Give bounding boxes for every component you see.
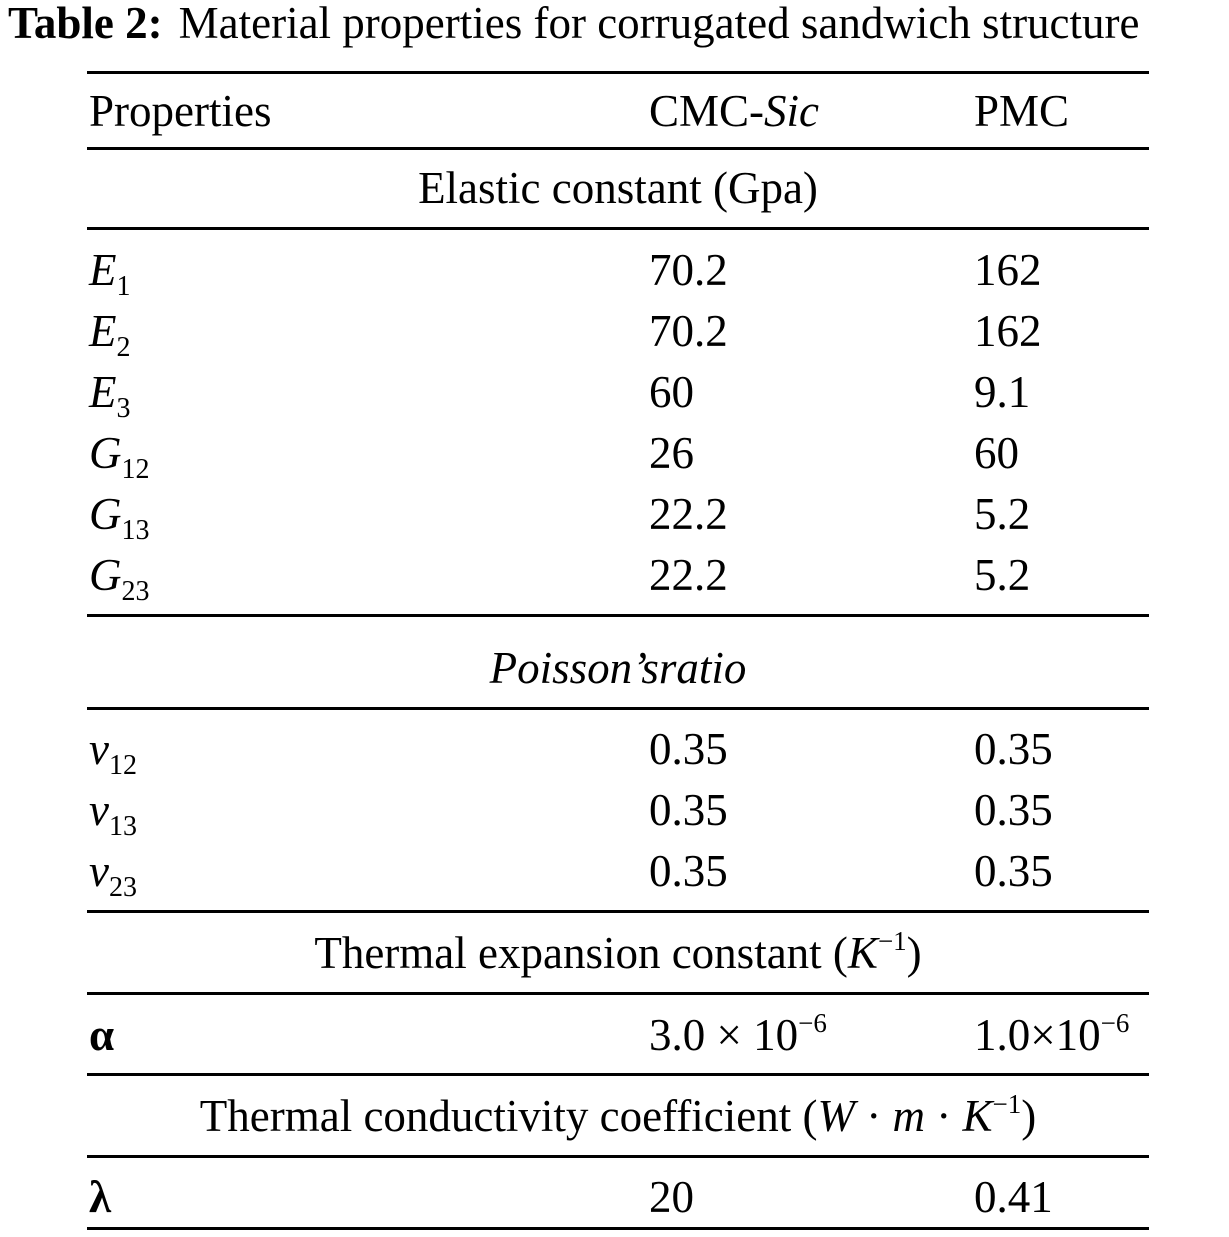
cmc-value: 0.35 xyxy=(649,724,728,774)
header-rule xyxy=(87,147,1149,150)
property-symbol: α xyxy=(89,1010,115,1060)
cmc-value: 26 xyxy=(649,428,694,478)
property-symbol: $\nu_{23}$ xyxy=(89,846,137,903)
thermal-expansion-rule xyxy=(87,992,1149,995)
pmc-value: 9.1 xyxy=(974,367,1031,417)
pmc-value: 162 xyxy=(974,245,1042,295)
property-symbol: $E_2$ xyxy=(89,306,131,363)
pmc-value: 0.35 xyxy=(974,724,1053,774)
cmc-value: 0.35 xyxy=(649,846,728,896)
property-symbol: λ xyxy=(89,1172,112,1222)
property-symbol: $G_{23}$ xyxy=(89,550,150,607)
bottom-rule xyxy=(87,1227,1149,1230)
cmc-value: $3.0 \times 10^{-6}$ xyxy=(649,1008,827,1060)
cmc-value: 70.2 xyxy=(649,306,728,356)
property-symbol: $G_{12}$ xyxy=(89,428,150,485)
thermal-conductivity-rule xyxy=(87,1155,1149,1158)
header-cmc-sic: CMC-Sic xyxy=(649,86,820,136)
pmc-value: 0.35 xyxy=(974,846,1053,896)
poisson-rule xyxy=(87,707,1149,710)
section-title-thermal-conductivity: Thermal conductivity coefficient $(W \cdot m \cdot K^{-1})$ xyxy=(199,1089,1037,1141)
top-rule xyxy=(87,71,1149,74)
header-properties: Properties xyxy=(89,86,272,136)
property-symbol: $G_{13}$ xyxy=(89,489,150,546)
section-title-elastic: Elastic constant (Gpa) xyxy=(418,163,818,213)
cmc-value: 60 xyxy=(649,367,694,417)
caption-text: Material properties for corrugated sandwich structure xyxy=(178,0,1140,48)
pmc-value: $1.0\times 10^{-6}$ xyxy=(974,1008,1130,1060)
cmc-value: 70.2 xyxy=(649,245,728,295)
table-caption xyxy=(8,0,1140,48)
thermal-expansion-end-rule xyxy=(87,1073,1149,1076)
cmc-value: 22.2 xyxy=(649,550,728,600)
elastic-end-rule xyxy=(87,614,1149,617)
cmc-value: 0.35 xyxy=(649,785,728,835)
property-symbol: $E_3$ xyxy=(89,367,131,424)
header-pmc: PMC xyxy=(974,86,1070,136)
property-symbol: $\nu_{13}$ xyxy=(89,785,137,842)
pmc-value: 5.2 xyxy=(974,550,1031,600)
section-title-poisson: Poisson’sratio xyxy=(489,643,747,693)
pmc-value: 5.2 xyxy=(974,489,1031,539)
cmc-value: 20 xyxy=(649,1172,694,1222)
caption-label: Table 2: xyxy=(8,0,163,48)
pmc-value: 0.41 xyxy=(974,1172,1053,1222)
property-symbol: $E_1$ xyxy=(89,245,131,302)
pmc-value: 60 xyxy=(974,428,1019,478)
pmc-value: 0.35 xyxy=(974,785,1053,835)
property-symbol: $\nu_{12}$ xyxy=(89,724,137,781)
pmc-value: 162 xyxy=(974,306,1042,356)
cmc-value: 22.2 xyxy=(649,489,728,539)
section-title-thermal-expansion: Thermal expansion constant $(K^{-1})$ xyxy=(314,926,922,978)
elastic-rule xyxy=(87,227,1149,230)
poisson-end-rule xyxy=(87,910,1149,913)
